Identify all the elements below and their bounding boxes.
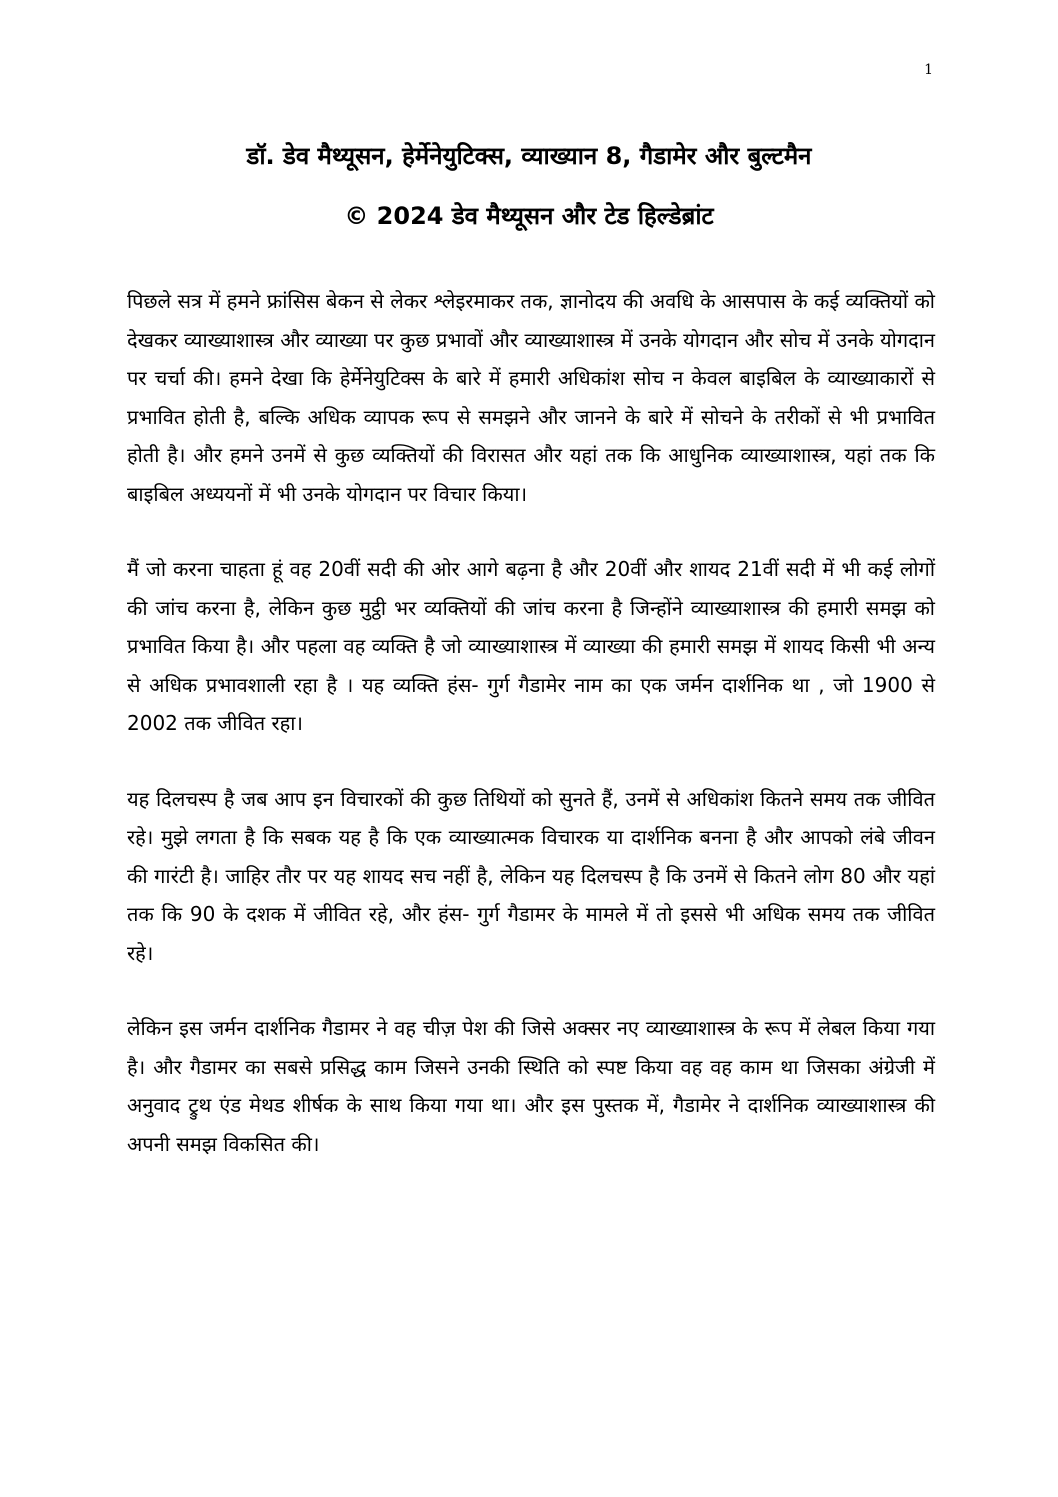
paragraph-1: पिछले सत्र में हमने फ्रांसिस बेकन से लेकर श्लेइरमाकर तक, ज्ञानोदय की अवधि के आसपास के कई व्यक्तियों को देखकर व्याख्याशास्त्र और व्याख्या पर कुछ प्रभावों और व्याख्याशास्त्र में उनके योगदान और सोच में उनके योगदान पर चर्चा की। हमने देखा कि हेर्मेनेयुटिक्स के बारे में हमारी अधिकांश सोच न केवल बाइबिल के व्याख्याकारों से प्रभावित होती है, बल्कि अधिक व्यापक रूप से समझने और जानने के बारे में सोचने के तरीकों से भी प्रभावित होती है। और हमने उनमें से कुछ व्यक्तियों की विरासत और यहां तक कि आधुनिक व्याख्याशास्त्र, यहां तक कि बाइबिल अध्ययनों में भी उनके योगदान पर विचार किया।	[127, 289, 935, 506]
title-line-2: © 2024 डेव मैथ्यूसन और टेड हिल्डेब्रांट	[344, 202, 714, 230]
document-title	[60, 126, 998, 246]
paragraph-4: लेकिन इस जर्मन दार्शनिक गैडामर ने वह चीज़ पेश की जिसे अक्सर नए व्याख्याशास्त्र के रूप में लेबल किया गया है। और गैडामर का सबसे प्रसिद्ध काम जिसने उनकी स्थिति को स्पष्ट किया वह वह काम था जिसका अंग्रेजी में अनुवाद ट्रुथ एंड मेथड शीर्षक के साथ किया गया था। और इस पुस्तक में, गैडामेर ने दार्शनिक व्याख्याशास्त्र की अपनी समझ विकसित की।	[127, 1016, 935, 1156]
page-number: 1	[924, 62, 933, 78]
paragraph-2: मैं जो करना चाहता हूं वह 20वीं सदी की ओर आगे बढ़ना है और 20वीं और शायद 21वीं सदी में भी कई लोगों की जांच करना है, लेकिन कुछ मुट्ठी भर व्यक्तियों की जांच करना है जिन्होंने व्याख्याशास्त्र की हमारी समझ को प्रभावित किया है। और पहला वह व्यक्ति है जो व्याख्याशास्त्र में व्याख्या की हमारी समझ में शायद किसी भी अन्य से अधिक प्रभावशाली रहा है । यह व्यक्ति हंस- गुर्ग गैडामेर नाम का एक जर्मन दार्शनिक था , जो 1900 से 2002 तक जीवित रहा।	[127, 557, 935, 735]
document-body	[127, 282, 935, 1200]
title-line-1: डॉ. डेव मैथ्यूसन, हेर्मेनेयुटिक्स, व्याख्यान 8, गैडामेर और बुल्टमैन	[246, 142, 812, 170]
paragraph-3: यह दिलचस्प है जब आप इन विचारकों की कुछ तिथियों को सुनते हैं, उनमें से अधिकांश कितने समय तक जीवित रहे। मुझे लगता है कि सबक यह है कि एक व्याख्यात्मक विचारक या दार्शनिक बनना है और आपको लंबे जीवन की गारंटी है। जाहिर तौर पर यह शायद सच नहीं है, लेकिन यह दिलचस्प है कि उनमें से कितने लोग 80 और यहां तक कि 90 के दशक में जीवित रहे, और हंस- गुर्ग गैडामर के मामले में तो इससे भी अधिक समय तक जीवित रहे।	[127, 786, 935, 965]
